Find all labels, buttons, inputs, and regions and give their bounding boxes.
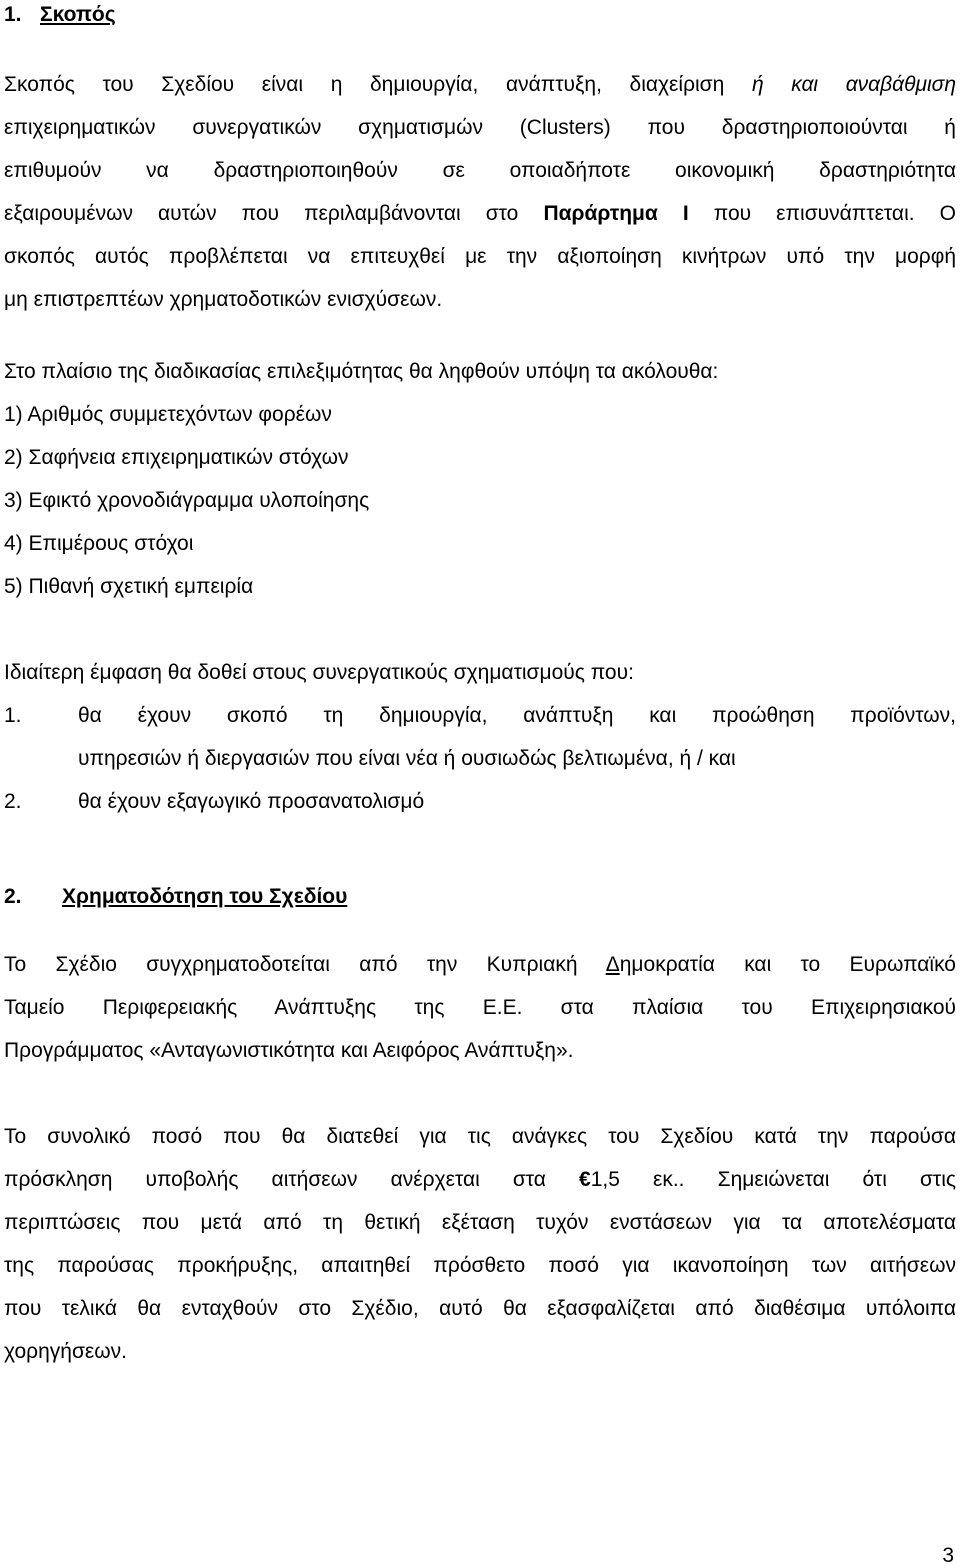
section-1-para-1-line-4: εξαιρουμένων αυτών που περιλαμβάνονται στο Παράρτημα Ι που επισυνάπτεται. Ο [4,202,956,225]
emphasis-intro: Ιδιαίτερη έμφαση θα δοθεί στους συνεργατικούς σχηματισμούς που: [4,661,634,684]
section-1-title: Σκοπός [40,3,116,26]
section-2-para-2-line-5: που τελικά θα ενταχθούν στο Σχέδιο, αυτό θα εξασφαλίζεται από διαθέσιμα υπόλοιπα [4,1297,956,1320]
section-2-para-2-line-6: χορηγήσεων. [4,1340,127,1363]
emphasis-item-1-line-1: θα έχουν σκοπό τη δημιουργία, ανάπτυξη και προώθηση προϊόντων, [78,704,956,727]
section-1-para-1-line-1: Σκοπός του Σχεδίου είναι η δημιουργία, ανάπτυξη, διαχείριση ή και αναβάθμιση [4,73,956,96]
emphasis-item-1-number: 1. [4,704,22,727]
section-2-para-1-line-3: Προγράμματος «Ανταγωνιστικότητα και Αειφόρος Ανάπτυξη». [4,1039,574,1062]
page-number: 3 [942,1544,954,1567]
criteria-item: 4) Επιμέρους στόχοι [4,532,194,555]
emphasis-item-2-line-1: θα έχουν εξαγωγικό προσανατολισμό [78,790,425,813]
section-2-para-2-line-4: της παρούσας προκήρυξης, απαιτηθεί πρόσθετο ποσό για ικανοποίηση των αιτήσεων [4,1254,956,1277]
criteria-item: 2) Σαφήνεια επιχειρηματικών στόχων [4,446,349,469]
section-2-para-1-line-2: Ταμείο Περιφερειακής Ανάπτυξης της Ε.Ε. στα πλαίσια του Επιχειρησιακού [4,996,956,1019]
section-2-number: 2. [4,885,22,908]
section-1-para-1-line-6: μη επιστρεπτέων χρηματοδοτικών ενισχύσεων. [4,288,443,311]
section-2-para-2-line-1: Το συνολικό ποσό που θα διατεθεί για τις ανάγκες του Σχεδίου κατά την παρούσα [4,1125,956,1148]
criteria-item: 5) Πιθανή σχετική εμπειρία [4,575,254,598]
emphasis-item-1-line-2: υπηρεσιών ή διεργασιών που είναι νέα ή ουσιωδώς βελτιωμένα, ή / και [78,747,736,770]
criteria-item: 1) Αριθμός συμμετεχόντων φορέων [4,403,332,426]
section-2-para-2-line-3: περιπτώσεις που μετά από τη θετική εξέταση τυχόν ενστάσεων για τα αποτελέσματα [4,1211,956,1234]
criteria-item: 3) Εφικτό χρονοδιάγραμμα υλοποίησης [4,489,370,512]
emphasis-item-2-number: 2. [4,790,22,813]
criteria-intro: Στο πλαίσιο της διαδικασίας επιλεξιμότητας θα ληφθούν υπόψη τα ακόλουθα: [4,360,719,383]
section-1-para-1-line-3: επιθυμούν να δραστηριοποιηθούν σε οποιαδήποτε οικονομική δραστηριότητα [4,159,956,182]
section-2-para-2-line-2: πρόσκληση υποβολής αιτήσεων ανέρχεται στα €1,5 εκ.. Σημειώνεται ότι στις [4,1168,956,1191]
section-2-para-1-line-1: Το Σχέδιο συγχρηματοδοτείται από την Κυπριακή Δημοκρατία και το Ευρωπαϊκό [4,953,956,976]
section-1-para-1-line-2: επιχειρηματικών συνεργατικών σχηματισμών (Clusters) που δραστηριοποιούνται ή [4,116,956,139]
section-2-title: Χρηματοδότηση του Σχεδίου [62,885,348,908]
section-1-number: 1. [4,3,22,26]
section-1-para-1-line-5: σκοπός αυτός προβλέπεται να επιτευχθεί με την αξιοποίηση κινήτρων υπό την μορφή [4,245,956,268]
